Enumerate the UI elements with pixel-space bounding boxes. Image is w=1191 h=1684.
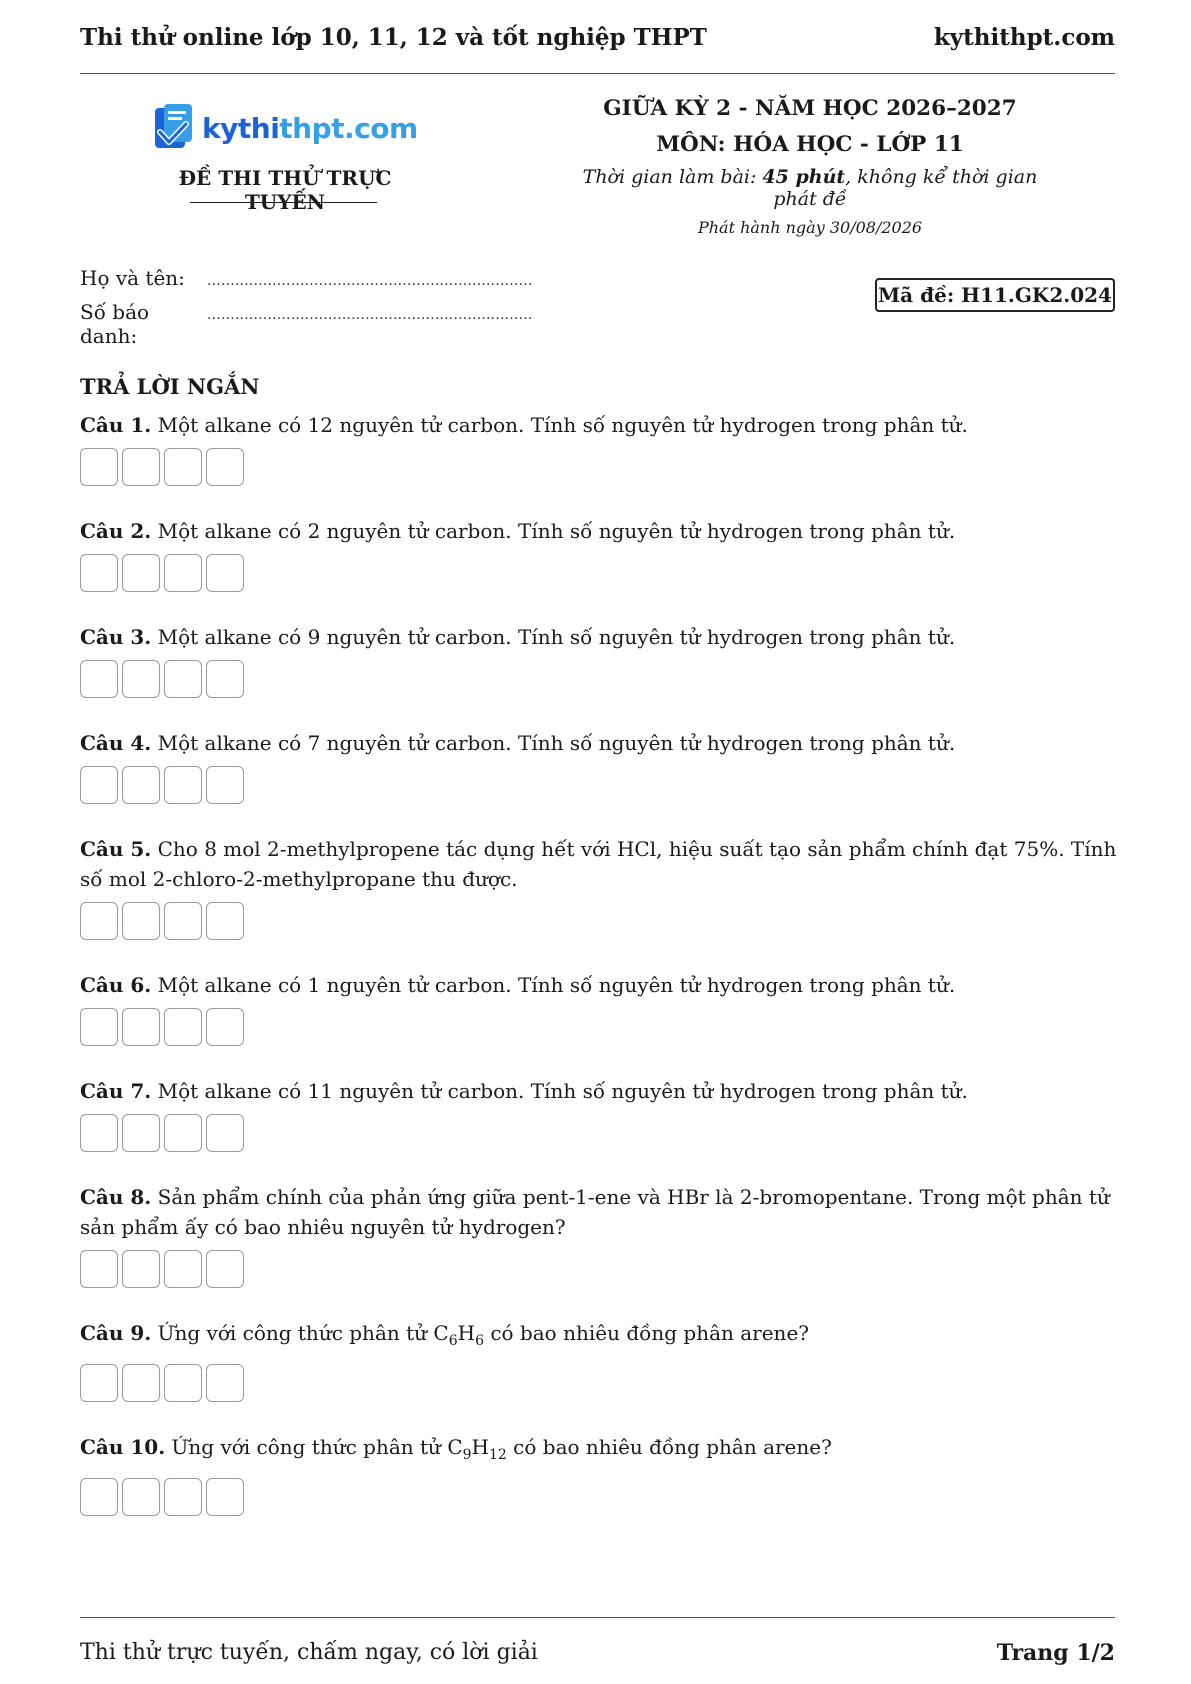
question-text — [80, 970, 1118, 1000]
answer-boxes — [80, 554, 1118, 592]
answer-digit-box[interactable] — [206, 660, 244, 698]
answer-digit-box[interactable] — [122, 1478, 160, 1516]
chemical-formula — [433, 1321, 484, 1349]
answer-digit-box[interactable] — [80, 1364, 118, 1402]
name-field[interactable]: ...................................................................... — [207, 273, 533, 289]
exam-type-label: ĐỀ THI THỬ TRỰC TUYẾN — [178, 166, 392, 214]
question-body: Một alkane có 7 nguyên tử carbon. Tính số nguyên tử hydrogen trong phân tử. — [157, 731, 956, 755]
question-list — [80, 410, 1118, 1546]
logo[interactable] — [152, 102, 418, 154]
formula-element: H — [457, 1321, 476, 1345]
question-text — [80, 516, 1118, 546]
answer-boxes — [80, 1250, 1118, 1288]
chemical-formula — [447, 1435, 507, 1463]
question-text — [80, 1076, 1118, 1106]
answer-digit-box[interactable] — [164, 554, 202, 592]
question-item — [80, 516, 1118, 592]
question-item — [80, 728, 1118, 804]
question-text — [80, 410, 1118, 440]
question-item — [80, 1432, 1118, 1516]
question-body-end: có bao nhiêu đồng phân arene? — [484, 1321, 809, 1345]
answer-digit-box[interactable] — [206, 448, 244, 486]
formula-element: H — [471, 1435, 489, 1459]
formula-subscript: 9 — [462, 1447, 472, 1463]
answer-digit-box[interactable] — [122, 1114, 160, 1152]
answer-digit-box[interactable] — [80, 554, 118, 592]
question-label: Câu 9. — [80, 1321, 152, 1345]
answer-boxes — [80, 1114, 1118, 1152]
question-item — [80, 1318, 1118, 1402]
id-row — [80, 300, 533, 348]
question-text — [80, 622, 1118, 652]
answer-digit-box[interactable] — [206, 1008, 244, 1046]
question-body: Sản phẩm chính của phản ứng giữa pent-1-ene và HBr là 2-bromopentane. Trong một phân tử sản phẩm ấy có bao nhiêu nguyên tử hydrogen? — [80, 1185, 1110, 1239]
question-label: Câu 3. — [80, 625, 152, 649]
question-label: Câu 6. — [80, 973, 152, 997]
answer-digit-box[interactable] — [206, 1364, 244, 1402]
logo-block — [150, 100, 420, 214]
answer-digit-box[interactable] — [122, 448, 160, 486]
answer-boxes — [80, 766, 1118, 804]
logo-text-part2: thpt.com — [279, 111, 418, 145]
question-body: Một alkane có 2 nguyên tử carbon. Tính số nguyên tử hydrogen trong phân tử. — [157, 519, 956, 543]
header-divider — [80, 73, 1115, 74]
question-text — [80, 728, 1118, 758]
answer-digit-box[interactable] — [80, 766, 118, 804]
question-body: Cho 8 mol 2-methylpropene tác dụng hết với HCl, hiệu suất tạo sản phẩm chính đạt 75%. Tính số mol 2-chloro-2-methylpropane thu được. — [80, 837, 1117, 891]
answer-digit-box[interactable] — [80, 660, 118, 698]
answer-digit-box[interactable] — [206, 1114, 244, 1152]
answer-boxes — [80, 1478, 1118, 1516]
duration-value: 45 phút — [762, 166, 846, 188]
exam-code-badge: Mã đề: H11.GK2.024 — [875, 278, 1115, 312]
formula-element: C — [447, 1435, 463, 1459]
question-label: Câu 8. — [80, 1185, 152, 1209]
document-check-icon — [152, 102, 200, 154]
answer-digit-box[interactable] — [122, 902, 160, 940]
logo-text-part1: kythi — [202, 111, 280, 145]
answer-digit-box[interactable] — [80, 448, 118, 486]
question-body: Một alkane có 9 nguyên tử carbon. Tính số nguyên tử hydrogen trong phân tử. — [157, 625, 956, 649]
question-label: Câu 1. — [80, 413, 152, 437]
answer-digit-box[interactable] — [206, 1478, 244, 1516]
question-body: Ứng với công thức phân tử — [157, 1321, 434, 1345]
id-label: Số báo danh: — [80, 300, 150, 348]
answer-boxes — [80, 660, 1118, 698]
question-label: Câu 2. — [80, 519, 152, 543]
exam-subject: MÔN: HÓA HỌC - LỚP 11 — [656, 132, 964, 157]
question-label: Câu 5. — [80, 837, 152, 861]
answer-digit-box[interactable] — [164, 1250, 202, 1288]
answer-digit-box[interactable] — [80, 1008, 118, 1046]
question-item — [80, 1076, 1118, 1152]
header-site-link[interactable]: kythithpt.com — [933, 23, 1115, 51]
answer-boxes — [80, 448, 1118, 486]
page-number: Trang 1/2 — [996, 1640, 1115, 1666]
exam-duration — [560, 166, 1060, 210]
answer-digit-box[interactable] — [122, 1250, 160, 1288]
answer-boxes — [80, 1364, 1118, 1402]
logo-wordmark — [202, 112, 418, 145]
answer-digit-box[interactable] — [164, 1008, 202, 1046]
question-text — [80, 834, 1118, 894]
question-text — [80, 1182, 1118, 1242]
question-body-end: có bao nhiêu đồng phân arene? — [506, 1435, 832, 1459]
answer-boxes — [80, 902, 1118, 940]
answer-digit-box[interactable] — [164, 1364, 202, 1402]
question-text — [80, 1318, 1118, 1356]
formula-subscript: 6 — [448, 1333, 458, 1349]
answer-digit-box[interactable] — [80, 902, 118, 940]
answer-boxes — [80, 1008, 1118, 1046]
answer-digit-box[interactable] — [164, 766, 202, 804]
answer-digit-box[interactable] — [164, 1478, 202, 1516]
release-date: Phát hành ngày 30/08/2026 — [697, 218, 923, 237]
answer-digit-box[interactable] — [122, 766, 160, 804]
exam-type-underline — [190, 202, 377, 203]
answer-digit-box[interactable] — [206, 554, 244, 592]
question-body: Một alkane có 1 nguyên tử carbon. Tính số nguyên tử hydrogen trong phân tử. — [157, 973, 956, 997]
question-label: Câu 7. — [80, 1079, 152, 1103]
question-label: Câu 10. — [80, 1435, 166, 1459]
question-item — [80, 834, 1118, 940]
answer-digit-box[interactable] — [122, 660, 160, 698]
answer-digit-box[interactable] — [164, 660, 202, 698]
exam-title-block — [560, 96, 1060, 237]
question-item — [80, 622, 1118, 698]
answer-digit-box[interactable] — [122, 554, 160, 592]
formula-element: C — [433, 1321, 449, 1345]
header-tagline: Thi thử online lớp 10, 11, 12 và tốt nghiệp THPT — [80, 23, 707, 51]
answer-digit-box[interactable] — [164, 448, 202, 486]
answer-digit-box[interactable] — [80, 1478, 118, 1516]
exam-title: GIỮA KỲ 2 - NĂM HỌC 2026–2027 — [603, 96, 1017, 121]
duration-suffix: , không kể thời gian phát đề — [773, 166, 1038, 210]
formula-subscript: 6 — [475, 1333, 484, 1349]
answer-digit-box[interactable] — [80, 1114, 118, 1152]
answer-digit-box[interactable] — [206, 902, 244, 940]
name-label: Họ và tên: — [80, 266, 185, 290]
footer-tagline: Thi thử trực tuyến, chấm ngay, có lời giải — [80, 1640, 538, 1665]
section-title: TRẢ LỜI NGẮN — [80, 374, 260, 399]
duration-prefix: Thời gian làm bài: — [582, 166, 763, 188]
question-text — [80, 1432, 1118, 1470]
question-body: Một alkane có 11 nguyên tử carbon. Tính số nguyên tử hydrogen trong phân tử. — [157, 1079, 968, 1103]
top-header — [80, 22, 1115, 52]
question-item — [80, 970, 1118, 1046]
question-body: Ứng với công thức phân tử — [171, 1435, 448, 1459]
footer-divider — [80, 1617, 1115, 1618]
question-body: Một alkane có 12 nguyên tử carbon. Tính số nguyên tử hydrogen trong phân tử. — [157, 413, 968, 437]
formula-subscript: 12 — [489, 1447, 507, 1463]
question-label: Câu 4. — [80, 731, 152, 755]
answer-digit-box[interactable] — [164, 902, 202, 940]
answer-digit-box[interactable] — [206, 766, 244, 804]
answer-digit-box[interactable] — [122, 1364, 160, 1402]
student-info — [80, 266, 533, 348]
id-field[interactable]: ...................................................................... — [207, 307, 533, 323]
question-item — [80, 1182, 1118, 1288]
answer-digit-box[interactable] — [122, 1008, 160, 1046]
answer-digit-box[interactable] — [206, 1250, 244, 1288]
question-item — [80, 410, 1118, 486]
answer-digit-box[interactable] — [80, 1250, 118, 1288]
footer — [80, 1640, 1115, 1666]
answer-digit-box[interactable] — [164, 1114, 202, 1152]
name-row — [80, 266, 533, 300]
